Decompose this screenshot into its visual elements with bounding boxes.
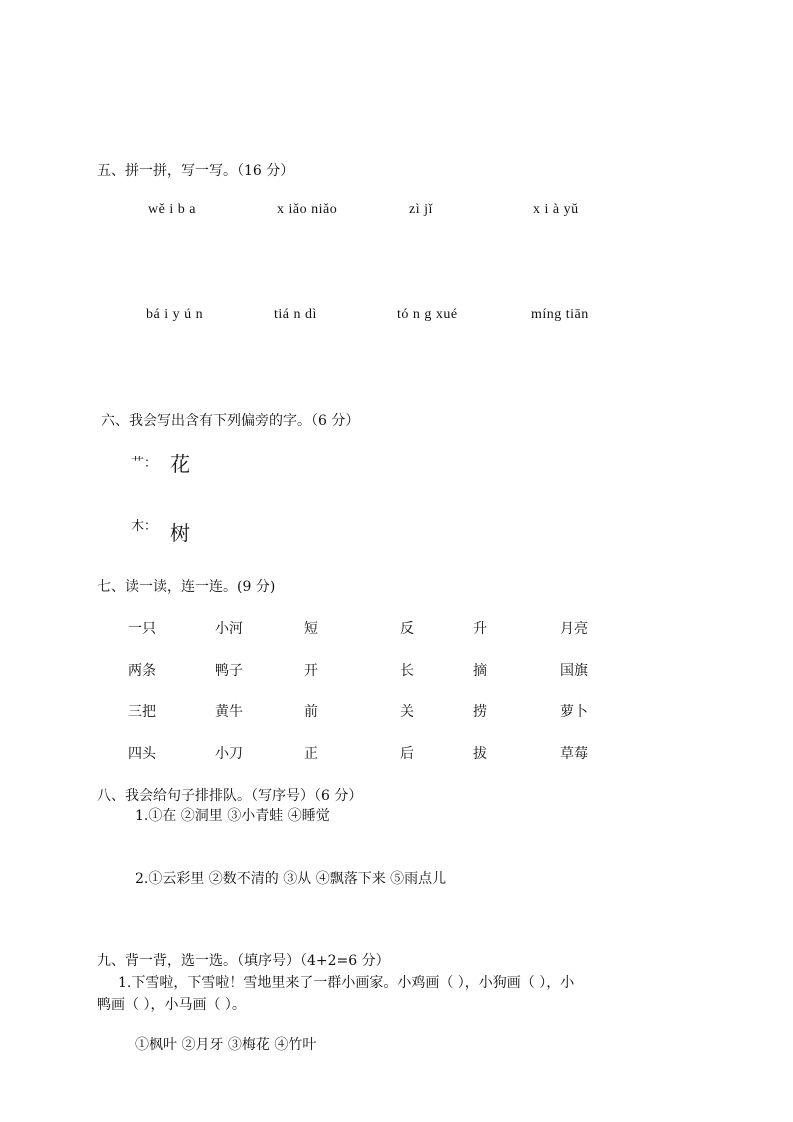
match-cell: 国旗 — [560, 663, 588, 679]
match-cell: 正 — [304, 746, 318, 762]
match-cell: 三把 — [128, 704, 156, 720]
section-8-title: 八、我会给句子排排队。（写序号）（6 分） — [97, 788, 363, 804]
match-cell: 小刀 — [215, 746, 243, 762]
match-cell: 升 — [473, 621, 487, 637]
section-9-title: 九、背一背，选一选。（填序号）（4+2=6 分） — [97, 953, 390, 969]
match-cell: 草莓 — [560, 746, 588, 762]
match-cell: 前 — [304, 704, 318, 720]
answer-hua: 花 — [170, 452, 190, 476]
match-cell: 小河 — [215, 621, 243, 637]
match-cell: 捞 — [473, 704, 487, 720]
poem-line-1: 1.下雪啦，下雪啦！雪地里来了一群小画家。小鸡画（ ），小狗画（ ），小 — [118, 975, 575, 991]
answer-options: ①枫叶 ②月牙 ③梅花 ④竹叶 — [135, 1037, 317, 1053]
pinyin-1: wě i b a — [148, 202, 196, 217]
pinyin-4: x i à yǔ — [533, 202, 579, 217]
sentence-q1: 1.①在 ②洞里 ③小青蛙 ④睡觉 — [135, 808, 330, 824]
radical-cao: 艹： — [131, 456, 158, 471]
match-cell: 鸭子 — [215, 663, 243, 679]
pinyin-5: bá i y ú n — [146, 307, 204, 322]
radical-mu: 木： — [131, 519, 158, 534]
match-cell: 四头 — [128, 746, 156, 762]
pinyin-3: zì jǐ — [409, 202, 433, 217]
match-cell: 月亮 — [560, 621, 588, 637]
pinyin-2: x iǎo niǎo — [277, 202, 338, 217]
match-cell: 短 — [304, 621, 318, 637]
answer-shu: 树 — [170, 521, 190, 545]
pinyin-8: míng tiān — [531, 307, 589, 322]
match-cell: 长 — [400, 663, 414, 679]
match-cell: 开 — [304, 663, 318, 679]
pinyin-6: tiá n dì — [274, 307, 317, 322]
match-cell: 关 — [400, 704, 414, 720]
section-5-title: 五、拼一拼，写一写。（16 分） — [97, 163, 295, 179]
sentence-q2: 2.①云彩里 ②数不清的 ③从 ④飘落下来 ⑤雨点儿 — [135, 871, 447, 887]
match-cell: 萝卜 — [560, 704, 588, 720]
section-7-title: 七、读一读，连一连。(9 分) — [97, 579, 276, 595]
match-cell: 两条 — [128, 663, 156, 679]
match-cell: 拔 — [473, 746, 487, 762]
pinyin-7: tó n g xué — [397, 307, 458, 322]
match-cell: 摘 — [473, 663, 487, 679]
section-6-title: 六、我会写出含有下列偏旁的字。（6 分） — [101, 413, 360, 429]
match-cell: 后 — [400, 746, 414, 762]
match-cell: 一只 — [128, 621, 156, 637]
poem-line-2: 鸭画（ ），小马画（ ）。 — [97, 997, 246, 1013]
match-cell: 反 — [400, 621, 414, 637]
match-cell: 黄牛 — [215, 704, 243, 720]
